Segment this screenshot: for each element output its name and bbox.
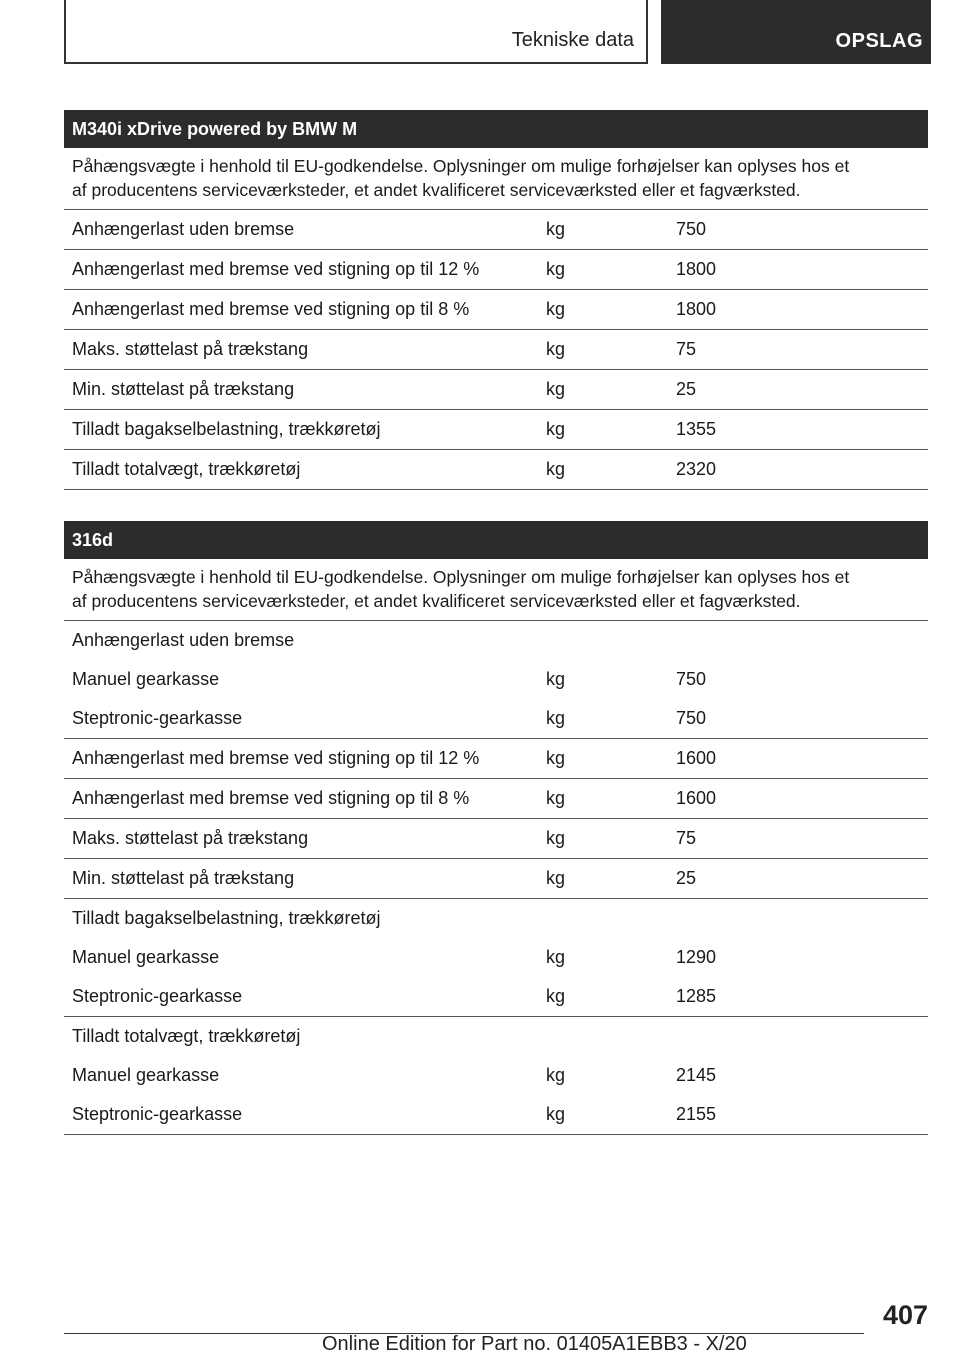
row-unit: kg [546, 259, 566, 279]
page-number: 407 [882, 1300, 928, 1330]
section-intro [64, 148, 928, 210]
row-unit: kg [546, 1065, 566, 1085]
row-label: Min. støttelast på trækstang [72, 379, 295, 399]
header-tab-label: OPSLAG [835, 30, 923, 52]
section-316d [64, 521, 928, 1135]
table-row [64, 859, 928, 899]
footer-edition-text: Online Edition for Part no. 01405A1EBB3 - X/20 [322, 1333, 747, 1355]
row-unit: kg [546, 868, 566, 888]
row-label: Anhængerlast med bremse ved stigning op til 12 % [72, 748, 480, 768]
row-value: 2145 [676, 1065, 717, 1085]
row-label: Anhængerlast uden bremse [72, 219, 295, 239]
row-unit: kg [546, 986, 566, 1006]
row-value: 2155 [676, 1104, 717, 1124]
table-row [64, 621, 928, 660]
row-label: Maks. støttelast på trækstang [72, 339, 309, 359]
table-row [64, 450, 928, 490]
row-unit: kg [546, 947, 566, 967]
header-section-box [64, 0, 648, 64]
row-value: 1600 [676, 788, 717, 808]
row-unit: kg [546, 708, 566, 728]
table-row [64, 699, 928, 739]
section-m340i [64, 110, 928, 490]
row-value: 750 [676, 708, 707, 728]
intro-line: Påhængsvægte i henhold til EU-godkendelse. Oplysninger om mulige forhøjelser kan oplyses hos et [72, 567, 850, 587]
row-value: 1800 [676, 259, 717, 279]
row-value: 25 [676, 868, 697, 888]
row-value: 1800 [676, 299, 717, 319]
table-row [64, 1095, 928, 1135]
row-label: Tilladt totalvægt, trækkøretøj [72, 459, 301, 479]
table-row [64, 1017, 928, 1056]
row-label: Manuel gearkasse [72, 1065, 220, 1085]
row-value: 1600 [676, 748, 717, 768]
row-label: Tilladt totalvægt, trækkøretøj [72, 1026, 301, 1046]
table-row [64, 779, 928, 819]
table-row [64, 938, 928, 977]
row-value: 750 [676, 669, 707, 689]
row-unit: kg [546, 788, 566, 808]
row-label: Anhængerlast med bremse ved stigning op til 12 % [72, 259, 480, 279]
row-unit: kg [546, 379, 566, 399]
row-unit: kg [546, 459, 566, 479]
row-label: Manuel gearkasse [72, 947, 220, 967]
table-row [64, 410, 928, 450]
table-row [64, 1056, 928, 1095]
table-row [64, 819, 928, 859]
row-unit: kg [546, 419, 566, 439]
row-unit: kg [546, 299, 566, 319]
row-label: Tilladt bagakselbelastning, trækkøretøj [72, 908, 381, 928]
row-label: Anhængerlast med bremse ved stigning op til 8 % [72, 788, 470, 808]
intro-line: Påhængsvægte i henhold til EU-godkendelse. Oplysninger om mulige forhøjelser kan oplyses hos et [72, 156, 850, 176]
row-label: Steptronic-gearkasse [72, 708, 243, 728]
row-label: Anhængerlast uden bremse [72, 630, 295, 650]
row-unit: kg [546, 828, 566, 848]
row-unit: kg [546, 339, 566, 359]
table-row [64, 977, 928, 1017]
row-value: 1290 [676, 947, 717, 967]
intro-line: af producentens serviceværksteder, et andet kvalificeret serviceværksted eller et fagværksted. [72, 591, 801, 611]
row-label: Anhængerlast med bremse ved stigning op til 8 % [72, 299, 470, 319]
section-heading: 316d [64, 521, 928, 559]
row-label: Steptronic-gearkasse [72, 986, 243, 1006]
row-label: Steptronic-gearkasse [72, 1104, 243, 1124]
row-value: 1285 [676, 986, 717, 1006]
row-label: Maks. støttelast på trækstang [72, 828, 309, 848]
row-label: Min. støttelast på trækstang [72, 868, 295, 888]
table-row [64, 370, 928, 410]
section-intro [64, 559, 928, 621]
row-label: Tilladt bagakselbelastning, trækkøretøj [72, 419, 381, 439]
table-row [64, 660, 928, 699]
table-row [64, 210, 928, 250]
row-value: 25 [676, 379, 697, 399]
table-row [64, 290, 928, 330]
row-value: 75 [676, 828, 697, 848]
header-section-title: Tekniske data [511, 29, 634, 51]
section-heading: M340i xDrive powered by BMW M [64, 110, 928, 148]
row-unit: kg [546, 219, 566, 239]
intro-line: af producentens serviceværksteder, et andet kvalificeret serviceværksted eller et fagværksted. [72, 180, 801, 200]
row-value: 1355 [676, 419, 717, 439]
table-row [64, 739, 928, 779]
row-unit: kg [546, 748, 566, 768]
table-row [64, 250, 928, 290]
row-value: 2320 [676, 459, 717, 479]
row-unit: kg [546, 1104, 566, 1124]
row-unit: kg [546, 669, 566, 689]
row-value: 750 [676, 219, 707, 239]
table-row [64, 899, 928, 938]
header-tab-opslag[interactable] [661, 0, 931, 64]
row-label: Manuel gearkasse [72, 669, 220, 689]
table-row [64, 330, 928, 370]
row-value: 75 [676, 339, 697, 359]
